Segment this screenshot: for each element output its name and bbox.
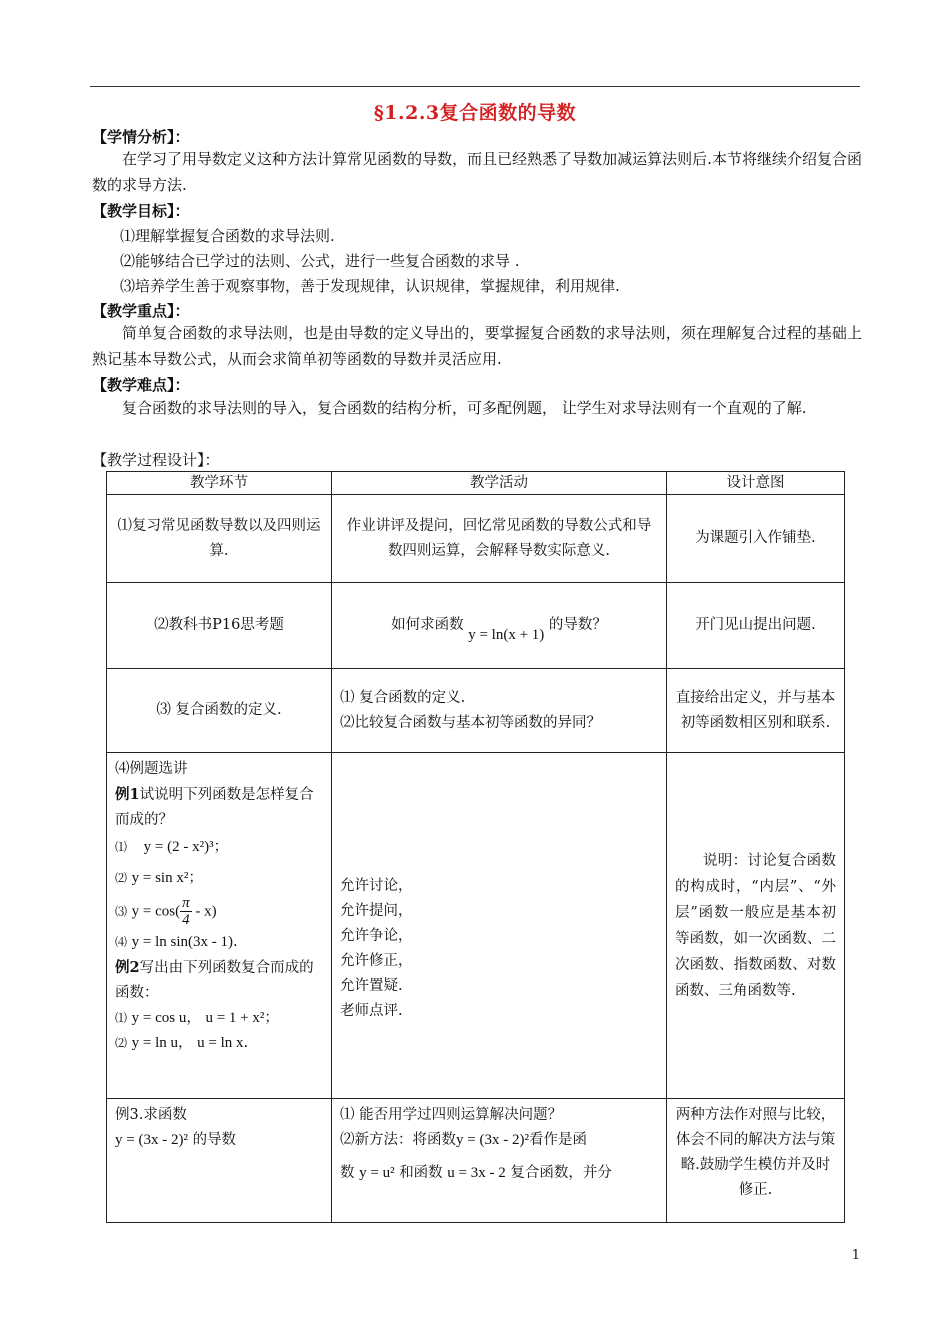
activity-line: 允许修正， — [340, 952, 413, 969]
example1-item-4: ⑷ y = ln sin(3x - 1). — [115, 934, 238, 950]
table-row — [107, 753, 845, 1099]
row1-activity: 作业讲评及提问，回忆常见函数的导数公式和导数四则运算，会解释导数实际意义. — [332, 495, 667, 583]
example1-item-3: ⑶ y = cos( $\frac{\pi}{4}$ - x) — [115, 895, 217, 928]
process-heading: 【教学过程设计】： — [92, 451, 220, 469]
focus-heading: 【教学重点】： — [92, 302, 190, 320]
example1-item-2: ⑵ y = sin x²； — [115, 870, 203, 886]
row2-activity-post: 的导数？ — [548, 617, 607, 633]
row5-intent: 两种方法作对照与比较，体会不同的解决方法与策略.鼓励学生模仿并及时修正. — [667, 1099, 845, 1223]
header-intent: 设计意图 — [667, 472, 845, 495]
header-rule — [90, 86, 860, 87]
row5-step: 例3.求函数 y = (3x - 2)² 的导数 — [107, 1099, 332, 1223]
goal-item-3: ⑶培养学生善于观察事物，善于发现规律，认识规律，掌握规律，利用规律. — [120, 277, 620, 295]
row3-activity — [332, 669, 667, 753]
activity-line: 允许提问， — [340, 902, 413, 919]
table-row — [107, 1099, 845, 1223]
table-row — [107, 495, 845, 583]
analysis-heading: 【学情分析】： — [92, 128, 190, 146]
row2-step: ⑵教科书P16思考题 — [107, 583, 332, 669]
row1-intent: 为课题引入作铺垫. — [667, 495, 845, 583]
difficulty-text: 复合函数的求导法则的导入，复合函数的结构分析，可多配例题， 让学生对求导法则有一个直观的了解. — [122, 399, 807, 417]
example2-item-1: ⑴ y = cos u， u = 1 + x²； — [115, 1010, 279, 1026]
process-table — [106, 471, 845, 1223]
table-header-row — [107, 472, 845, 495]
activity-line: 允许置疑. — [340, 977, 403, 994]
table-row — [107, 669, 845, 753]
goal-item-1: ⑴理解掌握复合函数的求导法则. — [120, 227, 335, 245]
focus-text: 简单复合函数的求导法则，也是由导数的定义导出的，要掌握复合函数的求导法则，须在理解复合过程的基础上熟记基本导数公式，从而会求简单初等函数的导数并灵活应用. — [92, 324, 862, 368]
header-activity: 教学活动 — [332, 472, 667, 495]
page-number: 1 — [851, 1248, 860, 1263]
example2-item-2: ⑵ y = ln u， u = ln x. — [115, 1035, 249, 1051]
row3-activity-1: ⑴ 复合函数的定义. — [340, 689, 466, 706]
row3-intent: 直接给出定义，并与基本初等函数相区别和联系. — [667, 669, 845, 753]
row3-step: ⑶ 复合函数的定义. — [107, 669, 332, 753]
goal-item-2: ⑵能够结合已学过的法则、公式，进行一些复合函数的求导 . — [120, 252, 520, 270]
activity-line: 老师点评. — [340, 1002, 403, 1019]
example2-text: 写出由下列函数复合而成的函数： — [115, 960, 314, 1001]
row1-step: ⑴复习常见函数导数以及四则运算. — [107, 495, 332, 583]
example1-text: 试说明下列函数是怎样复合而成的？ — [115, 787, 314, 828]
activity-line: 允许讨论， — [340, 877, 413, 894]
row5-formula: y = (3x - 2)² — [115, 1132, 188, 1148]
row3-activity-2: ⑵比较复合函数与基本初等函数的异同？ — [340, 714, 601, 731]
goals-heading: 【教学目标】： — [92, 202, 190, 220]
page-title: §1.2.3复合函数的导数 — [373, 102, 577, 124]
table-row — [107, 583, 845, 669]
row2-formula: y = ln(x + 1) — [468, 627, 545, 643]
header-step: 教学环节 — [107, 472, 332, 495]
analysis-text: 在学习了用导数定义这种方法计算常见函数的导数，而且已经熟悉了导数加减运算法则后.本节将继续介绍复合函数的求导方法. — [92, 150, 862, 194]
row5-activity: ⑴ 能否用学过四则运算解决问题？ ⑵新方法：将函数y = (3x - 2)²看作是函 数 y = u² 和函数 u = 3x - 2 复合函数，并分 — [332, 1099, 667, 1223]
pi-over-4-fraction: $\frac{\pi}{4}$ — [182, 895, 190, 928]
row2-activity — [332, 583, 667, 669]
row2-activity-pre: 如何求函数 — [391, 617, 464, 633]
row4-step — [107, 753, 332, 1099]
example1-item-1: ⑴ y = (2 - x²)³； — [115, 839, 229, 855]
row4-activity — [332, 753, 667, 1099]
row4-intent: 说明：讨论复合函数的构成时，“内层”、“外层”函数一般应是基本初等函数，如一次函数、二次函数、指数函数、对数函数、三角函数等. — [667, 753, 845, 1099]
row2-intent: 开门见山提出问题. — [667, 583, 845, 669]
difficulty-heading: 【教学难点】： — [92, 376, 190, 394]
example2-label: 例2 — [115, 959, 140, 976]
examples-title: ⑷例题选讲 — [115, 761, 188, 777]
example1-label: 例1 — [115, 786, 140, 803]
activity-line: 允许争论， — [340, 927, 413, 944]
